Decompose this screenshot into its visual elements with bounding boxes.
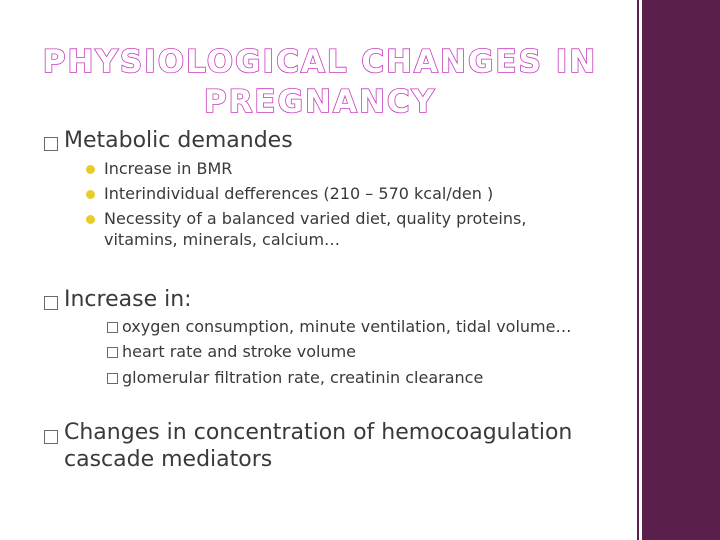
title-line-1: PHYSIOLOGICAL CHANGES IN	[42, 44, 598, 80]
increase-item-2: heart rate and stroke volume	[122, 342, 357, 361]
metabolic-item-1: Increase in BMR	[104, 159, 233, 178]
slide-title	[40, 42, 600, 122]
square-bullet-icon	[107, 322, 118, 333]
round-bullet-icon	[86, 165, 95, 174]
metabolic-heading: Metabolic demandes	[64, 128, 293, 153]
changes-heading-cont: cascade mediators	[64, 447, 273, 472]
title-line-2: PREGNANCY	[203, 84, 437, 120]
square-bullet-icon	[107, 347, 118, 358]
changes-heading: Changes in concentration of hemocoagulation	[64, 420, 573, 445]
metabolic-item-3: Necessity of a balanced varied diet, quality proteins,	[104, 209, 527, 228]
checkbox-bullet-icon	[44, 137, 58, 151]
increase-heading: Increase in:	[64, 287, 192, 312]
metabolic-item-2: Interindividual defferences (210 – 570 kcal/den )	[104, 184, 494, 203]
square-bullet-icon	[107, 373, 118, 384]
sidebar-divider	[637, 0, 639, 540]
increase-item-1: oxygen consumption, minute ventilation, tidal volume…	[122, 317, 572, 336]
round-bullet-icon	[86, 190, 95, 199]
increase-item-3: glomerular filtration rate, creatinin clearance	[122, 368, 484, 387]
round-bullet-icon	[86, 215, 95, 224]
metabolic-item-3-cont: vitamins, minerals, calcium…	[104, 230, 341, 249]
checkbox-bullet-icon	[44, 430, 58, 444]
checkbox-bullet-icon	[44, 296, 58, 310]
sidebar-decoration	[642, 0, 720, 540]
